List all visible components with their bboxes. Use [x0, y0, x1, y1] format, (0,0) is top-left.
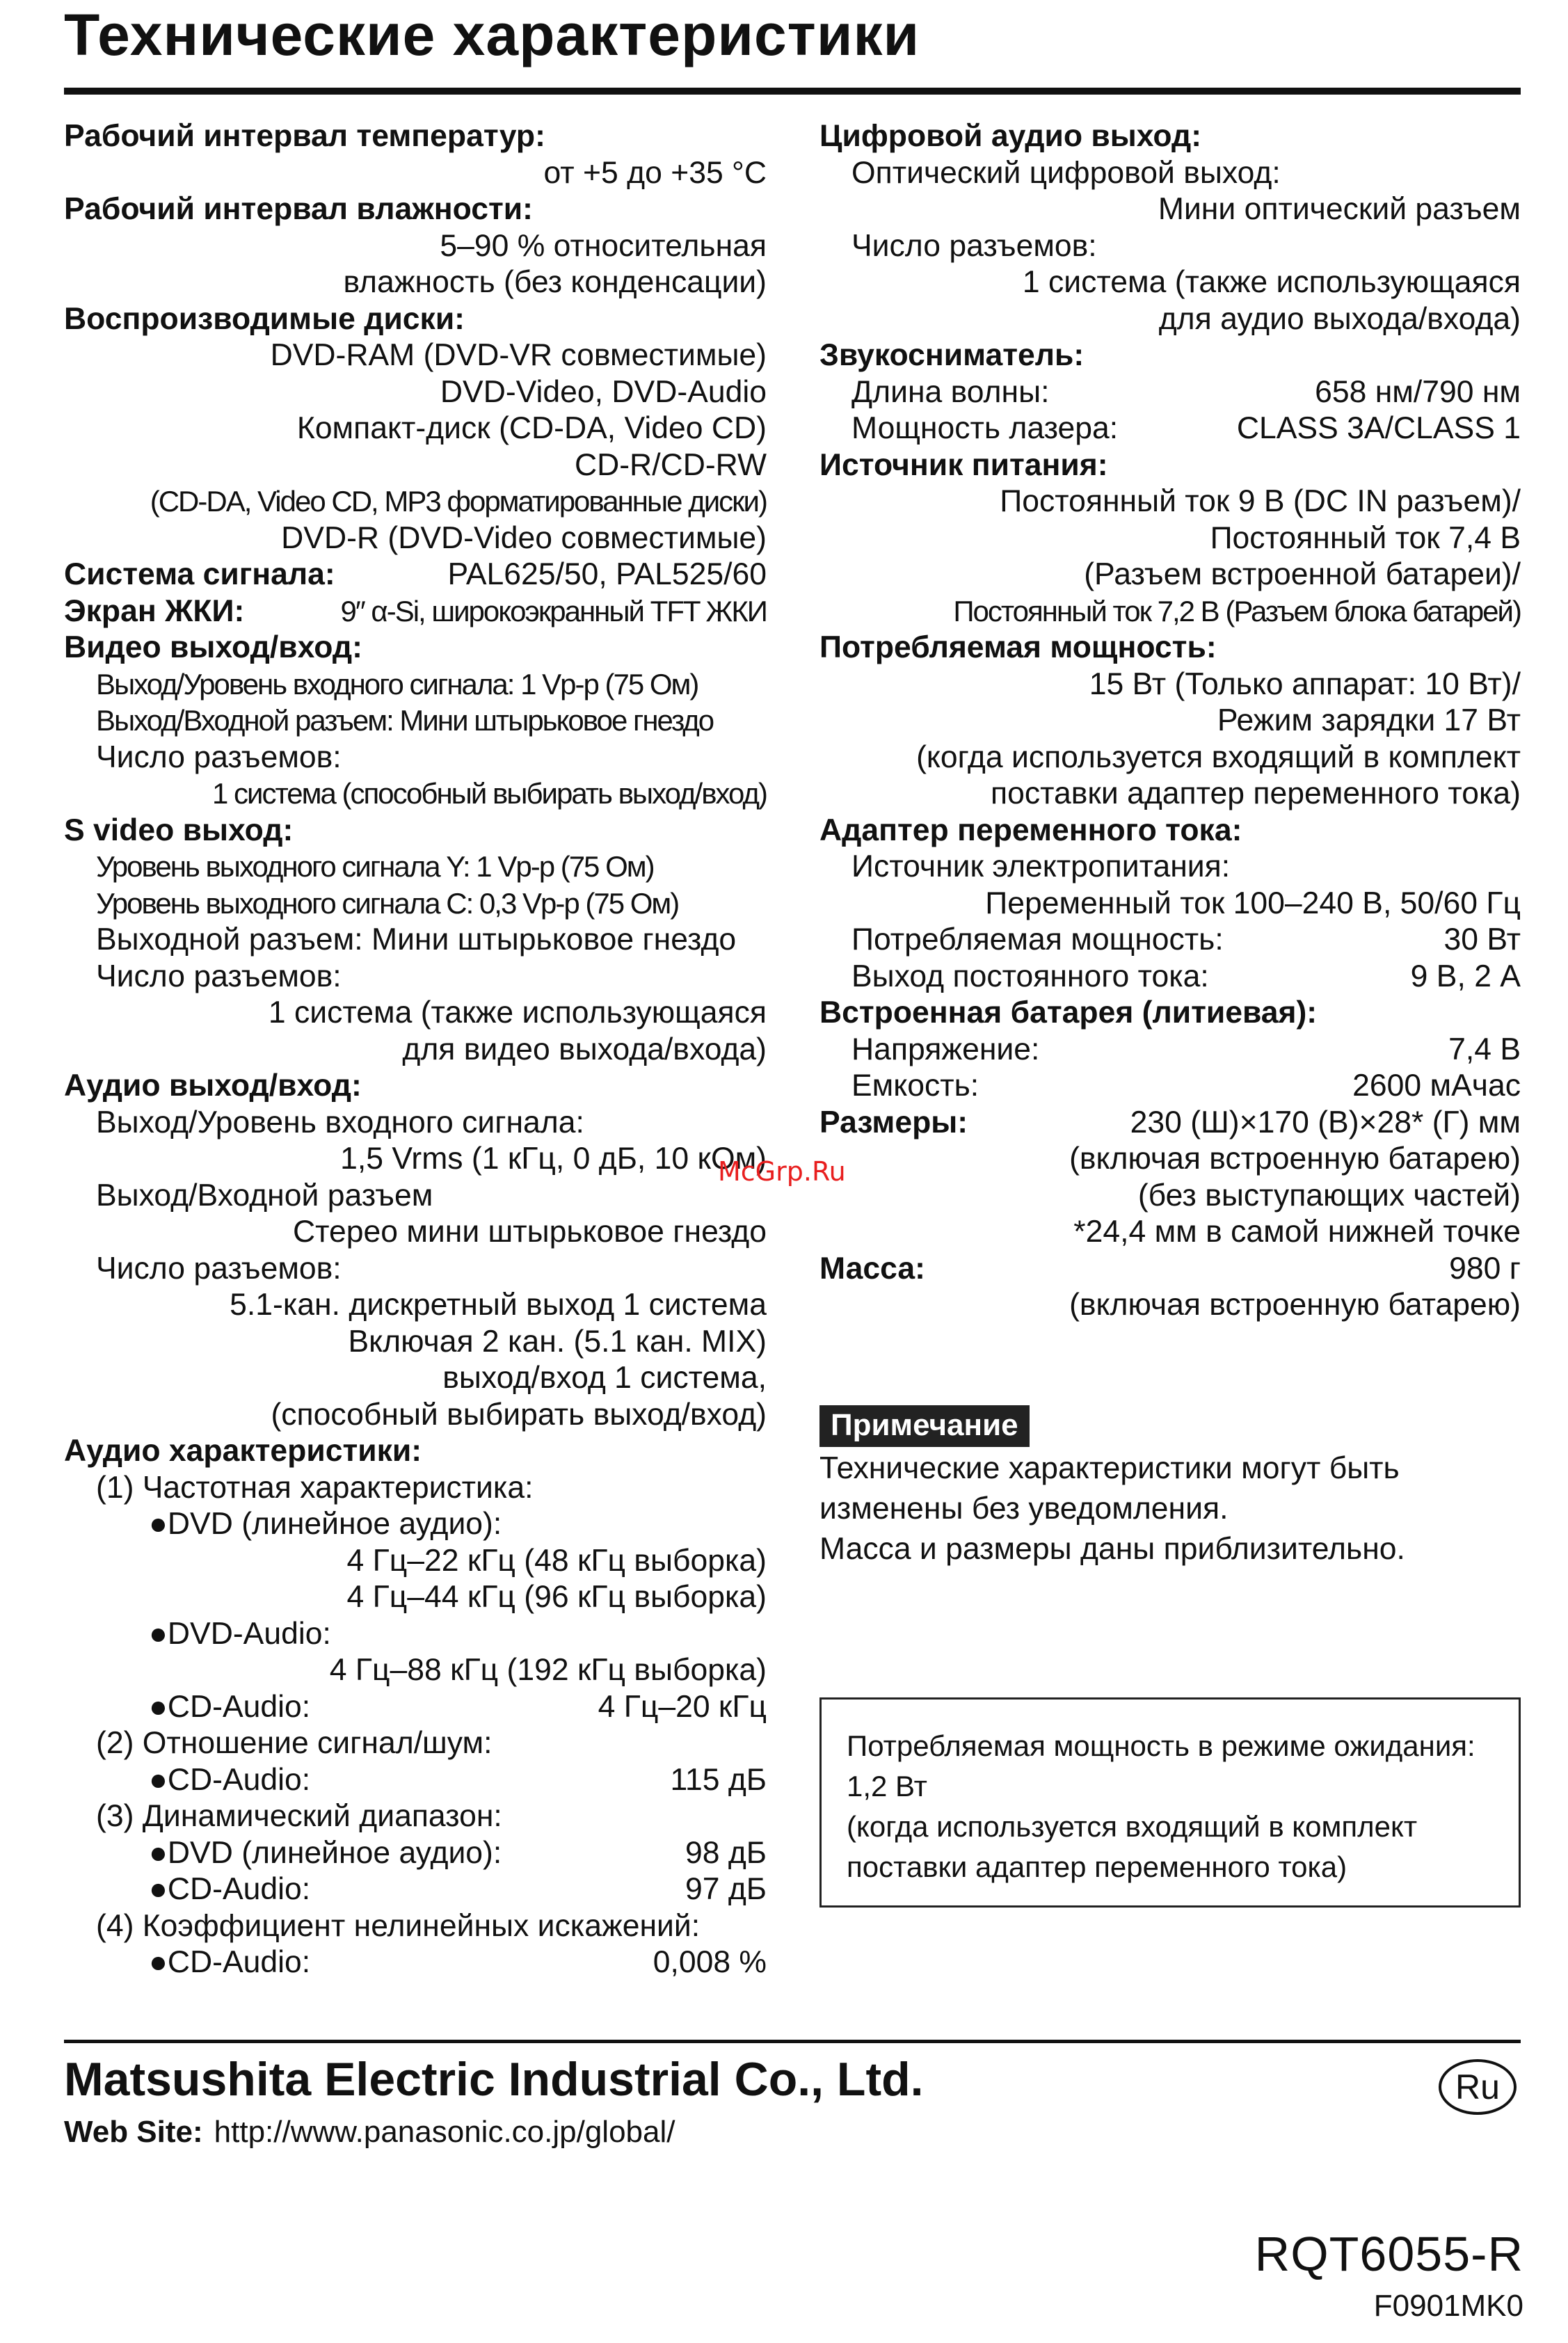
spec-label: Длина волны:	[851, 374, 1050, 409]
language-badge: Ru	[1439, 2059, 1517, 2115]
spec-heading-video: Видео выход/вход:	[64, 630, 362, 664]
spec-row	[819, 922, 1521, 959]
spec-row	[64, 1944, 767, 1981]
standby-power-box	[819, 1697, 1521, 1908]
spec-heading-signal: Система сигнала:	[64, 557, 335, 591]
spec-heading-mass: Масса:	[819, 1251, 925, 1286]
spec-value: (без выступающих частей)	[1137, 1178, 1521, 1213]
spec-value: ●DVD (линейное аудио):	[149, 1507, 502, 1541]
spec-label: Емкость:	[851, 1069, 979, 1103]
website-line	[64, 2115, 675, 2150]
spec-value: 9″ α-Si, широкоэкранный TFT ЖКИ	[340, 594, 767, 627]
spec-row	[64, 1871, 767, 1908]
spec-value: Стерео мини штырьковое гнездо	[292, 1215, 767, 1249]
spec-value: PAL625/50, PAL525/60	[447, 557, 767, 591]
spec-heading-lcd: Экран ЖКИ:	[64, 593, 245, 628]
spec-row	[819, 959, 1521, 995]
spec-value: 4 Гц–88 кГц (192 кГц выборка)	[329, 1653, 767, 1687]
spec-value: Число разъемов:	[96, 739, 342, 774]
spec-value: 5–90 % относительная	[440, 228, 767, 263]
spec-value: Постоянный ток 7,4 В	[1210, 520, 1521, 555]
spec-value: Выходной разъем: Мини штырьковое гнездо	[96, 922, 737, 957]
spec-value: 0,008 %	[653, 1945, 767, 1979]
spec-value: для аудио выхода/входа)	[1158, 301, 1521, 336]
model-number: RQT6055-R	[1254, 2227, 1523, 2281]
spec-label: ●CD-Audio:	[149, 1762, 311, 1797]
standby-line: 1,2 Вт	[847, 1770, 927, 1802]
spec-value: Постоянный ток 9 В (DC IN разъем)/	[1000, 484, 1521, 518]
spec-row-signal	[64, 557, 767, 593]
spec-value: 15 Вт (Только аппарат: 10 Вт)/	[1089, 666, 1521, 701]
spec-heading-battery: Встроенная батарея (литиевая):	[819, 995, 1318, 1030]
spec-value: Число разъемов:	[96, 1251, 342, 1286]
spec-value: 30 Вт	[1443, 922, 1521, 957]
spec-value: (когда используется входящий в комплект	[916, 739, 1521, 774]
spec-value: 9 В, 2 А	[1410, 959, 1521, 993]
standby-line: Потребляемая мощность в режиме ожидания:	[847, 1729, 1475, 1762]
spec-value: 1 система (способный выбирать выход/вход)	[211, 777, 767, 810]
spec-subitem: (3) Динамический диапазон:	[96, 1799, 502, 1833]
spec-value: выход/вход 1 система,	[442, 1361, 767, 1395]
spec-value: 5.1-кан. дискретный выход 1 система	[230, 1288, 767, 1322]
spec-value: Режим зарядки 17 Вт	[1217, 703, 1521, 737]
spec-heading-digital-out: Цифровой аудио выход:	[819, 119, 1202, 153]
spec-value: Компакт-диск (CD-DA, Video CD)	[296, 411, 767, 445]
spec-heading-svideo: S video выход:	[64, 813, 294, 847]
spec-heading-audio-characteristics: Аудио характеристики:	[64, 1434, 422, 1468]
spec-heading-temperature: Рабочий интервал температур:	[64, 119, 545, 153]
spec-label: Потребляемая мощность:	[851, 922, 1224, 957]
spec-row-lcd	[64, 593, 767, 630]
website-link[interactable]: http://www.panasonic.co.jp/global/	[214, 2115, 675, 2149]
spec-value: 1 система (также использующаяся	[1022, 265, 1521, 299]
spec-row	[819, 410, 1521, 447]
spec-value: Постоянный ток 7,2 В (Разъем блока батарей)	[953, 594, 1521, 627]
spec-value: влажность (без конденсации)	[343, 265, 767, 299]
spec-value: поставки адаптер переменного тока)	[991, 776, 1521, 810]
spec-row-mass	[819, 1251, 1521, 1288]
spec-value: Уровень выходного сигнала Y: 1 Vp-p (75 Ом)	[96, 850, 654, 883]
spec-label: ●CD-Audio:	[149, 1872, 311, 1906]
spec-label: Напряжение:	[851, 1032, 1040, 1066]
spec-value: 4 Гц–44 кГц (96 кГц выборка)	[346, 1580, 767, 1614]
spec-value: для видео выхода/входа)	[402, 1032, 767, 1066]
standby-line: (когда используется входящий в комплект	[847, 1810, 1418, 1843]
spec-value: 7,4 В	[1448, 1032, 1521, 1066]
note-line: Масса и размеры даны приблизительно.	[819, 1532, 1405, 1566]
spec-row	[819, 374, 1521, 411]
spec-value: 980 г	[1449, 1251, 1521, 1286]
spec-subitem: (2) Отношение сигнал/шум:	[96, 1726, 493, 1760]
spec-value: CD-R/CD-RW	[574, 447, 767, 482]
standby-line: поставки адаптер переменного тока)	[847, 1850, 1347, 1883]
spec-subitem: (4) Коэффициент нелинейных искажений:	[96, 1908, 701, 1943]
spec-value: 4 Гц–22 кГц (48 кГц выборка)	[346, 1543, 767, 1578]
spec-value: 115 дБ	[670, 1762, 767, 1797]
spec-value: Мини оптический разъем	[1158, 192, 1521, 226]
spec-value: (способный выбирать выход/вход)	[271, 1397, 767, 1432]
spec-heading-power-source: Источник питания:	[819, 447, 1108, 482]
spec-value: 4 Гц–20 кГц	[598, 1689, 767, 1724]
spec-value: DVD-Video, DVD-Audio	[440, 374, 767, 409]
spec-value: 98 дБ	[685, 1835, 767, 1870]
spec-heading-ac-adapter: Адаптер переменного тока:	[819, 813, 1242, 847]
spec-value: Выход/Входной разъем: Мини штырьковое гнездо	[96, 704, 714, 737]
footer-divider	[64, 2040, 1521, 2043]
spec-value: Выход/Входной разъем	[96, 1178, 433, 1213]
spec-value: Выход/Уровень входного сигнала:	[96, 1105, 584, 1139]
spec-row	[64, 1762, 767, 1799]
page-title: Технические характеристики	[64, 2, 920, 67]
spec-value: ●DVD-Audio:	[149, 1616, 331, 1651]
company-name: Matsushita Electric Industrial Co., Ltd.	[64, 2053, 924, 2106]
spec-heading-discs: Воспроизводимые диски:	[64, 301, 465, 336]
spec-value: 97 дБ	[685, 1872, 767, 1906]
spec-subitem: (1) Частотная характеристика:	[96, 1470, 534, 1505]
print-code: F0901MK0	[1373, 2289, 1523, 2323]
spec-heading-pickup: Звукосниматель:	[819, 338, 1085, 372]
note-line: изменены без уведомления.	[819, 1492, 1229, 1526]
spec-value: от +5 до +35 °C	[543, 155, 767, 190]
spec-value: Уровень выходного сигнала C: 0,3 Vp-p (75 Ом)	[96, 886, 679, 920]
spec-value: 1,5 Vrms (1 кГц, 0 дБ, 10 кОм)	[340, 1142, 767, 1176]
note-label: Примечание	[819, 1405, 1030, 1447]
spec-value: 658 нм/790 нм	[1315, 374, 1521, 409]
spec-heading-consumption: Потребляемая мощность:	[819, 630, 1217, 664]
spec-value: Число разъемов:	[96, 959, 342, 993]
spec-value: DVD-R (DVD-Video совместимые)	[281, 520, 767, 555]
specs-right-column	[819, 118, 1521, 1324]
spec-value: 230 (Ш)×170 (В)×28* (Г) мм	[1130, 1105, 1521, 1139]
website-label: Web Site:	[64, 2115, 203, 2149]
spec-value: Выход/Уровень входного сигнала: 1 Vp-p (75 Ом)	[96, 667, 698, 701]
spec-value: Включая 2 кан. (5.1 кан. MIX)	[348, 1324, 767, 1359]
spec-value: Источник электропитания:	[851, 849, 1231, 883]
spec-row-dimensions	[819, 1105, 1521, 1142]
spec-label: ●CD-Audio:	[149, 1945, 311, 1979]
specs-left-column	[64, 118, 767, 1981]
spec-value: (включая встроенную батарею)	[1069, 1288, 1521, 1322]
spec-value: Переменный ток 100–240 В, 50/60 Гц	[985, 886, 1521, 920]
spec-heading-dimensions: Размеры:	[819, 1105, 968, 1139]
spec-label: Выход постоянного тока:	[851, 959, 1209, 993]
spec-value: Оптический цифровой выход:	[851, 155, 1281, 190]
spec-value: 2600 мАчас	[1352, 1069, 1521, 1103]
spec-value: 1 система (также использующаяся	[268, 995, 767, 1030]
spec-value: *24,4 мм в самой нижней точке	[1073, 1215, 1521, 1249]
spec-value: CLASS 3A/CLASS 1	[1236, 411, 1521, 445]
note-line: Технические характеристики могут быть	[819, 1451, 1400, 1485]
spec-value: (включая встроенную батарею)	[1069, 1142, 1521, 1176]
spec-value: (Разъем встроенной батареи)/	[1084, 557, 1521, 591]
spec-label: Мощность лазера:	[851, 411, 1119, 445]
spec-row	[819, 1068, 1521, 1105]
spec-heading-audio: Аудио выход/вход:	[64, 1069, 362, 1103]
spec-value: (CD-DA, Video CD, MP3 форматированные диски)	[150, 485, 767, 518]
spec-label: ●DVD (линейное аудио):	[149, 1835, 502, 1870]
spec-value: DVD-RAM (DVD-VR совместимые)	[270, 338, 767, 372]
spec-row	[64, 1689, 767, 1726]
spec-row	[64, 1835, 767, 1872]
note-text	[819, 1448, 1515, 1569]
spec-heading-humidity: Рабочий интервал влажности:	[64, 192, 533, 226]
watermark-text: McGrp.Ru	[718, 1156, 846, 1187]
spec-label: ●CD-Audio:	[149, 1689, 311, 1724]
spec-value: Число разъемов:	[851, 228, 1097, 263]
title-divider	[64, 88, 1521, 95]
spec-row	[819, 1032, 1521, 1069]
